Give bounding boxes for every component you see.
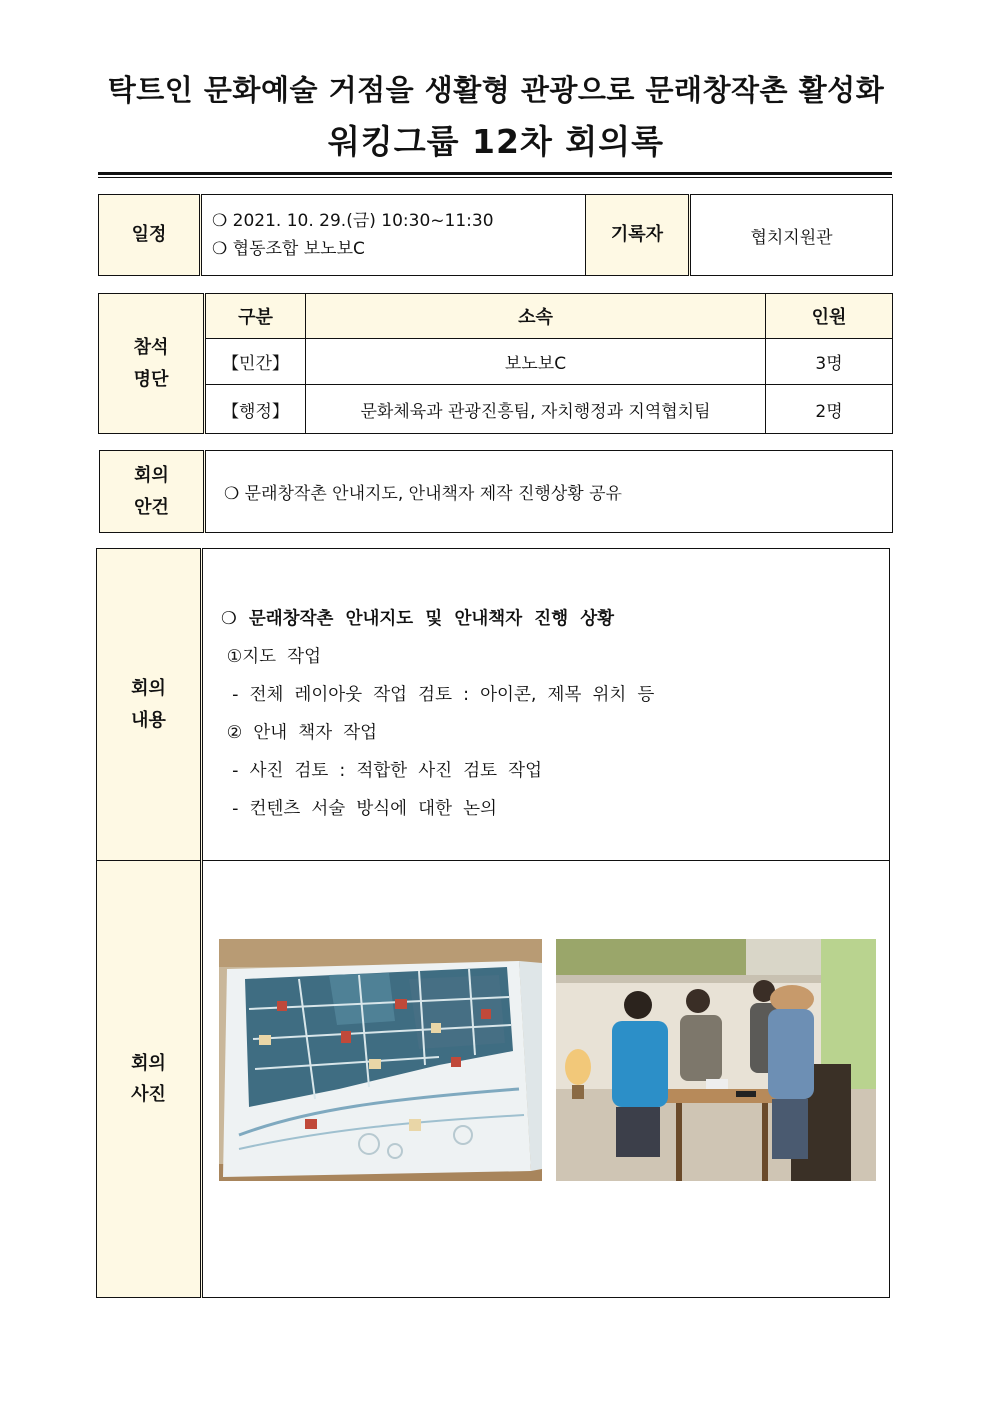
attendees-label-line1: 참석 xyxy=(133,337,169,358)
schedule-location: ❍ 협동조합 보노보C xyxy=(212,239,365,259)
agenda-label-line2: 안건 xyxy=(134,496,169,518)
attendees-label xyxy=(99,294,205,434)
row-count: 2명 xyxy=(766,385,893,434)
schedule-details xyxy=(201,195,586,276)
content-item-booklet-detail2: - 컨텐츠 서술 방식에 대한 논의 xyxy=(221,799,497,819)
photos-label xyxy=(97,861,202,1298)
photos-label-line2: 사진 xyxy=(131,1084,166,1105)
meeting-photo xyxy=(556,939,876,1181)
schedule-date: ❍ 2021. 10. 29.(금) 10:30~11:30 xyxy=(212,211,494,231)
header-category: 구분 xyxy=(205,294,306,339)
title-divider xyxy=(98,172,892,178)
header-affiliation: 소속 xyxy=(306,294,766,339)
content-heading: ❍ 문래창작촌 안내지도 및 안내책자 진행 상황 xyxy=(221,609,615,629)
attendees-label-line2: 명단 xyxy=(133,368,169,390)
row-affiliation: 문화체육과 관광진흥팀, 자치행정과 지역협치팀 xyxy=(306,385,766,434)
row-count: 3명 xyxy=(766,339,893,385)
agenda-label-line1: 회의 xyxy=(134,465,169,486)
row-category: 【행정】 xyxy=(205,385,306,434)
schedule-table xyxy=(98,194,893,276)
content-label-line1: 회의 xyxy=(131,678,166,699)
schedule-label: 일정 xyxy=(99,195,201,276)
row-category: 【민간】 xyxy=(205,339,306,385)
map-photo xyxy=(219,939,542,1181)
table-row xyxy=(99,339,893,385)
document-title-line1: 탁트인 문화예술 거점을 생활형 관광으로 문래창작촌 활성화 xyxy=(107,73,885,107)
agenda-text: ❍ 문래창작촌 안내지도, 안내책자 제작 진행상황 공유 xyxy=(205,451,893,533)
content-item-map-detail: - 전체 레이아웃 작업 검토 : 아이콘, 제목 위치 등 xyxy=(221,685,655,705)
photos-cell xyxy=(202,861,890,1298)
document-title-line2: 워킹그룹 12차 회의록 xyxy=(328,122,664,161)
recorder-value: 협치지원관 xyxy=(690,195,893,276)
row-affiliation: 보노보C xyxy=(306,339,766,385)
minutes-table xyxy=(96,548,890,1298)
content-item-booklet-detail1: - 사진 검토 : 적합한 사진 검토 작업 xyxy=(221,761,542,781)
agenda-label xyxy=(100,451,205,533)
content-item-map: ①지도 작업 xyxy=(221,647,321,667)
photos-label-line1: 회의 xyxy=(131,1052,166,1074)
content-body xyxy=(202,549,890,861)
content-label-line2: 내용 xyxy=(131,709,166,731)
content-label xyxy=(97,549,202,861)
table-row xyxy=(99,385,893,434)
recorder-label: 기록자 xyxy=(586,195,690,276)
agenda-table xyxy=(99,450,893,533)
content-item-booklet: ② 안내 책자 작업 xyxy=(221,723,378,743)
header-count: 인원 xyxy=(766,294,893,339)
attendees-table xyxy=(98,293,893,434)
